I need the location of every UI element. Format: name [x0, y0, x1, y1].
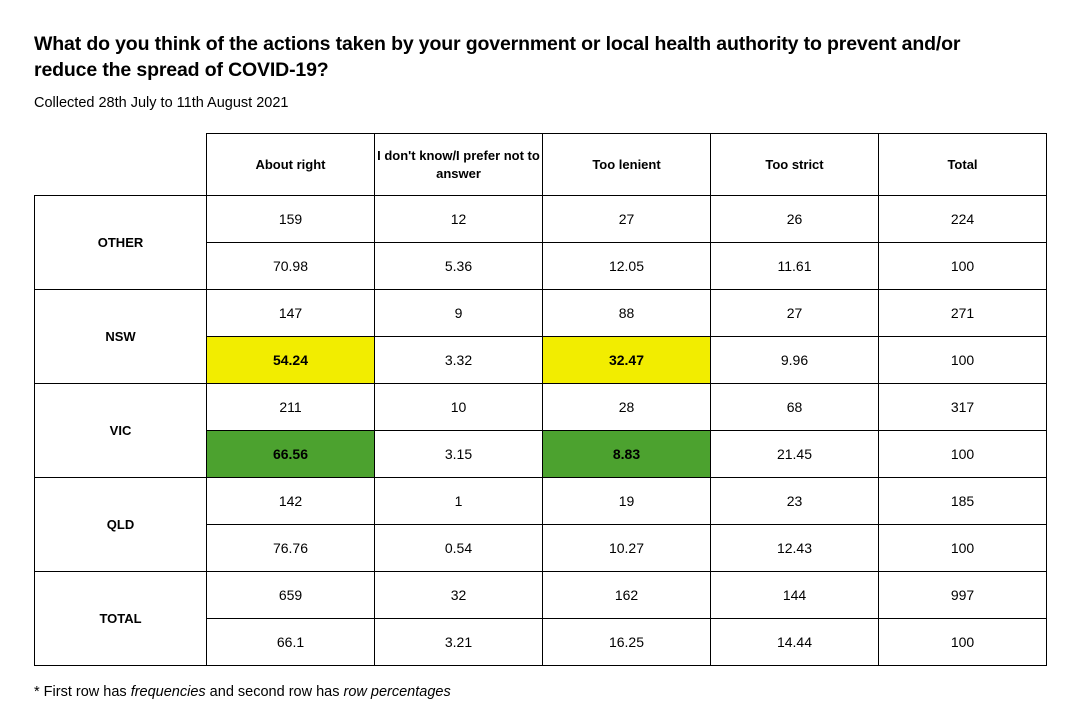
column-header-about-right: About right: [207, 134, 375, 196]
footnote-mid: and second row has: [205, 684, 344, 701]
cell-other-about-right-pct: 70.98: [207, 243, 375, 290]
cell-other-total-count: 224: [879, 196, 1047, 243]
table-row: [35, 572, 1047, 619]
cell-qld-total-count: 185: [879, 478, 1047, 525]
cell-total-too-lenient-pct: 16.25: [543, 619, 711, 666]
table-row: [35, 384, 1047, 431]
cell-nsw-too-strict-pct: 9.96: [711, 337, 879, 384]
cell-vic-dont-know-count: 10: [375, 384, 543, 431]
cell-other-too-strict-pct: 11.61: [711, 243, 879, 290]
table-footnote: [34, 684, 1046, 700]
column-header-dont-know: I don't know/I prefer not to answer: [375, 134, 543, 196]
column-header-too-lenient: Too lenient: [543, 134, 711, 196]
cell-other-too-lenient-pct: 12.05: [543, 243, 711, 290]
cell-vic-total-pct: 100: [879, 431, 1047, 478]
table-row: [35, 196, 1047, 243]
cell-total-total-count: 997: [879, 572, 1047, 619]
cell-nsw-dont-know-pct: 3.32: [375, 337, 543, 384]
table-header-row: [35, 134, 1047, 196]
column-header-total: Total: [879, 134, 1047, 196]
cell-qld-about-right-pct: 76.76: [207, 525, 375, 572]
footnote-pre: * First row has: [34, 684, 131, 701]
cell-vic-dont-know-pct: 3.15: [375, 431, 543, 478]
table-header: [35, 134, 1047, 196]
cell-other-dont-know-count: 12: [375, 196, 543, 243]
cell-nsw-total-count: 271: [879, 290, 1047, 337]
cell-nsw-too-lenient-count: 88: [543, 290, 711, 337]
cell-nsw-total-pct: 100: [879, 337, 1047, 384]
cell-total-dont-know-count: 32: [375, 572, 543, 619]
cell-other-too-lenient-count: 27: [543, 196, 711, 243]
footnote-percentages: row percentages: [343, 684, 451, 701]
cell-qld-too-lenient-pct: 10.27: [543, 525, 711, 572]
cell-nsw-too-lenient-pct: 32.47: [543, 337, 711, 384]
cell-nsw-about-right-count: 147: [207, 290, 375, 337]
cell-vic-too-strict-pct: 21.45: [711, 431, 879, 478]
results-table: [34, 133, 1047, 666]
cell-other-too-strict-count: 26: [711, 196, 879, 243]
footnote-frequencies: frequencies: [130, 684, 206, 701]
cell-qld-dont-know-pct: 0.54: [375, 525, 543, 572]
row-label-vic: VIC: [35, 384, 207, 478]
cell-total-dont-know-pct: 3.21: [375, 619, 543, 666]
header-corner-blank: [35, 134, 207, 196]
cell-nsw-dont-know-count: 9: [375, 290, 543, 337]
cell-qld-total-pct: 100: [879, 525, 1047, 572]
row-label-qld: QLD: [35, 478, 207, 572]
cell-vic-too-lenient-pct: 8.83: [543, 431, 711, 478]
cell-qld-too-strict-count: 23: [711, 478, 879, 525]
cell-total-too-strict-count: 144: [711, 572, 879, 619]
cell-total-total-pct: 100: [879, 619, 1047, 666]
cell-vic-too-strict-count: 68: [711, 384, 879, 431]
cell-qld-too-strict-pct: 12.43: [711, 525, 879, 572]
cell-other-total-pct: 100: [879, 243, 1047, 290]
cell-qld-dont-know-count: 1: [375, 478, 543, 525]
cell-qld-too-lenient-count: 19: [543, 478, 711, 525]
cell-nsw-about-right-pct: 54.24: [207, 337, 375, 384]
page-subtitle: Collected 28th July to 11th August 2021: [34, 95, 289, 112]
cell-vic-about-right-count: 211: [207, 384, 375, 431]
cell-other-about-right-count: 159: [207, 196, 375, 243]
cell-nsw-too-strict-count: 27: [711, 290, 879, 337]
cell-vic-total-count: 317: [879, 384, 1047, 431]
cell-total-about-right-count: 659: [207, 572, 375, 619]
cell-vic-about-right-pct: 66.56: [207, 431, 375, 478]
cell-total-about-right-pct: 66.1: [207, 619, 375, 666]
cell-total-too-lenient-count: 162: [543, 572, 711, 619]
page-title: What do you think of the actions taken by your government or local health authority to prevent and/or reduce the spread of COVID-19?: [34, 33, 961, 81]
row-label-nsw: NSW: [35, 290, 207, 384]
cell-vic-too-lenient-count: 28: [543, 384, 711, 431]
table-row: [35, 290, 1047, 337]
row-label-total: TOTAL: [35, 572, 207, 666]
cell-other-dont-know-pct: 5.36: [375, 243, 543, 290]
column-header-too-strict: Too strict: [711, 134, 879, 196]
cell-qld-about-right-count: 142: [207, 478, 375, 525]
table-body: [35, 196, 1047, 666]
row-label-other: OTHER: [35, 196, 207, 290]
cell-total-too-strict-pct: 14.44: [711, 619, 879, 666]
table-row: [35, 478, 1047, 525]
